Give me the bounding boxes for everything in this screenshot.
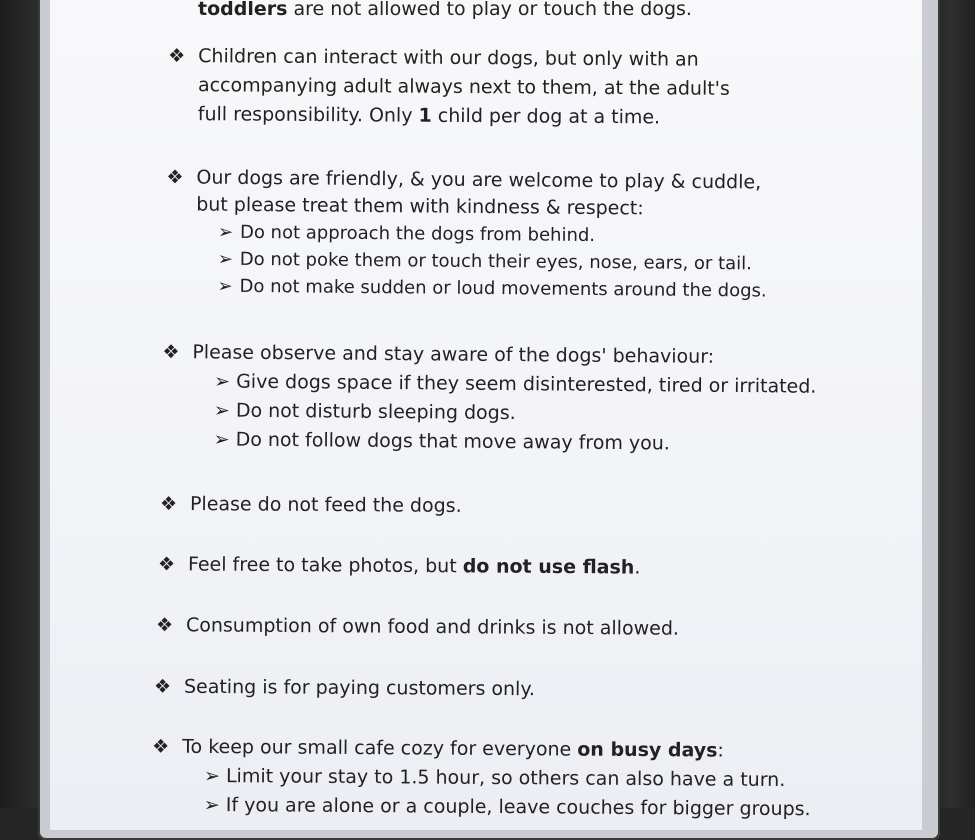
rule-busy-days: ❖ To keep our small cafe cozy for everyone on busy days: ➢ Limit your stay to 1.5 hour, so others can also have a turn. ➢ If you are alone or a couple, leave couches for bigger groups. xyxy=(182,733,811,824)
diamond-bullet-icon: ❖ xyxy=(152,735,170,758)
arrow-bullet-icon: ➢ xyxy=(217,221,234,243)
arrow-bullet-icon: ➢ xyxy=(217,248,233,270)
diamond-bullet-icon: ❖ xyxy=(168,44,186,68)
diamond-bullet-icon: ❖ xyxy=(159,492,178,515)
arrow-bullet-icon: ➢ xyxy=(213,428,230,451)
diamond-bullet-icon: ❖ xyxy=(153,675,172,698)
rule-children-line-3: full responsibility. Only 1 child per dog at a time. xyxy=(197,103,661,129)
toddler-rule-line xyxy=(198,0,692,20)
arrow-bullet-icon: ➢ xyxy=(203,793,220,817)
diamond-bullet-icon: ❖ xyxy=(157,553,176,576)
rule-friendly-line-2: but please treat them with kindness & respect: xyxy=(196,193,644,220)
subrule-sudden: ➢ Do not make sudden or loud movements around the dogs. xyxy=(217,273,766,305)
subrule-approach: ➢ Do not approach the dogs from behind. xyxy=(218,219,767,251)
arrow-bullet-icon: ➢ xyxy=(217,275,233,297)
rule-observe-line-1: Please observe and stay aware of the dogs' behaviour: xyxy=(192,341,715,368)
subrule-stay-limit: ➢ Limit your stay to 1.5 hour, so others can also have a turn. xyxy=(204,762,811,795)
rule-own-food: ❖ Consumption of own food and drinks is not allowed. xyxy=(186,611,679,643)
arrow-bullet-icon: ➢ xyxy=(203,764,221,788)
diamond-bullet-icon: ❖ xyxy=(155,614,174,637)
rule-friendly-dogs xyxy=(166,165,767,305)
toddlers-bold: toddlers xyxy=(198,0,288,20)
diamond-bullet-icon: ❖ xyxy=(166,166,184,189)
rule-children xyxy=(168,42,730,133)
subrule-couches: ➢ If you are alone or a couple, leave couches for bigger groups. xyxy=(204,791,811,824)
arrow-bullet-icon: ➢ xyxy=(213,399,230,422)
subrule-poke: ➢ Do not poke them or touch their eyes, nose, ears, or tail. xyxy=(218,246,767,278)
subrule-sleeping: ➢ Do not disturb sleeping dogs. xyxy=(214,396,816,430)
rule-photos: ❖ Feel free to take photos, but do not use flash. xyxy=(188,550,641,582)
toddler-rule-text: are not allowed to play or touch the dogs. xyxy=(287,0,692,20)
rule-friendly-line-1: Our dogs are friendly, & you are welcome to play & cuddle, xyxy=(196,166,762,194)
subrule-follow: ➢ Do not follow dogs that move away from you. xyxy=(214,425,816,459)
subrule-space: ➢ Give dogs space if they seem disinterested, tired or irritated. xyxy=(214,367,816,401)
rule-no-feeding: ❖ Please do not feed the dogs. xyxy=(190,490,462,521)
arrow-bullet-icon: ➢ xyxy=(214,370,231,393)
rule-children-line-1: Children can interact with our dogs, but only with an xyxy=(198,45,699,71)
rule-seating: ❖ Seating is for paying customers only. xyxy=(184,673,535,704)
rule-observe xyxy=(162,338,817,459)
diamond-bullet-icon: ❖ xyxy=(162,341,180,364)
rule-children-line-2: accompanying adult always next to them, at the adult's xyxy=(197,74,730,100)
